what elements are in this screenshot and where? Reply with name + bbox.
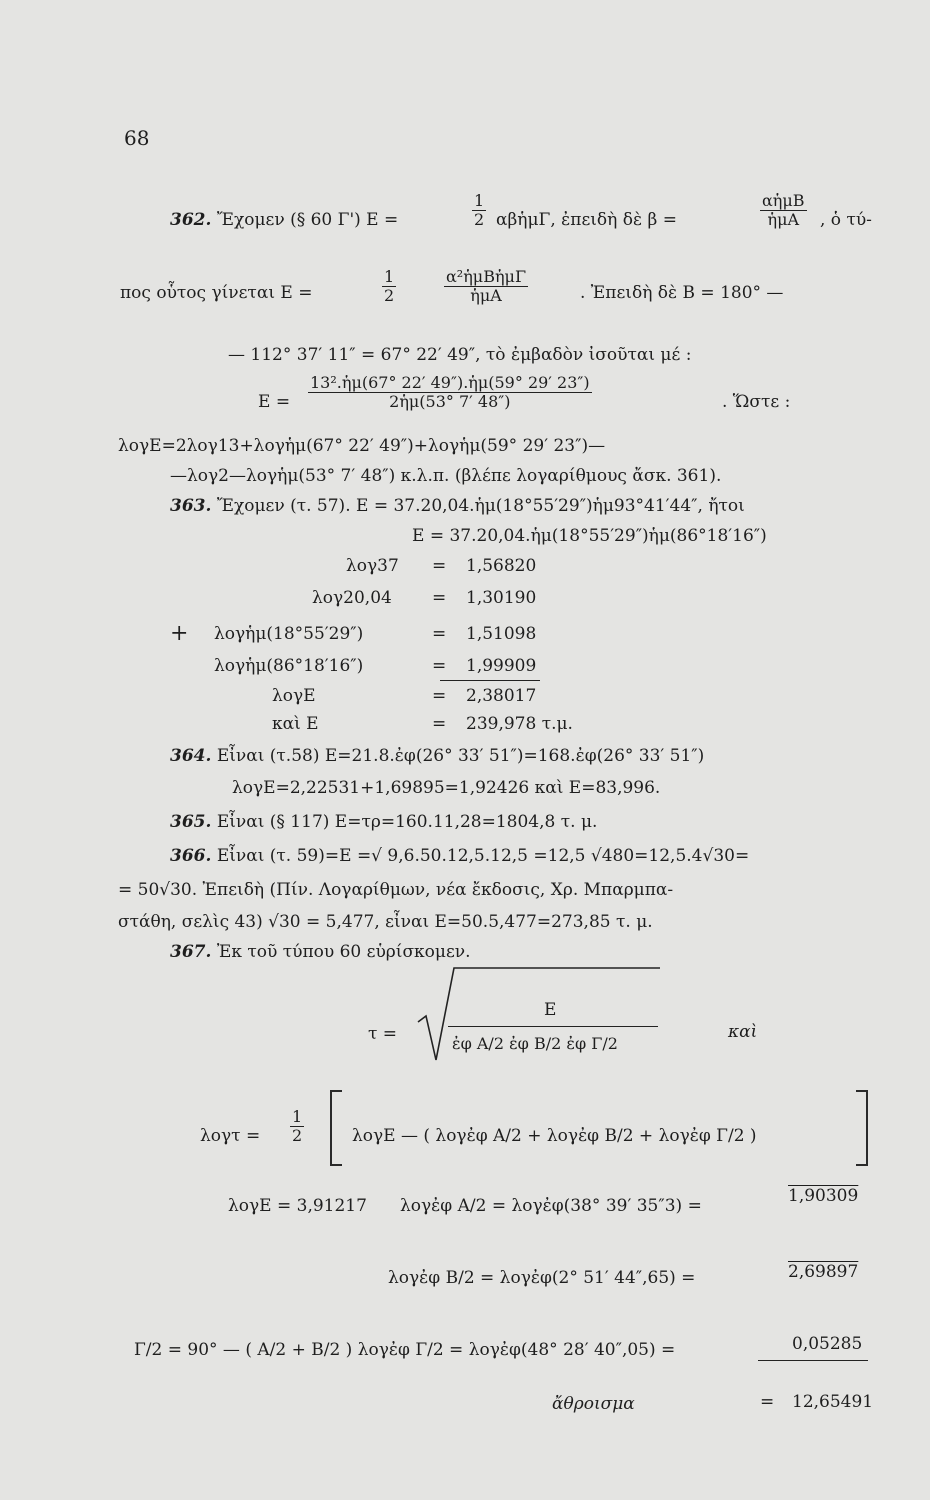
- log-row-value: 1,56820: [466, 556, 537, 576]
- log-value: 2,69897: [788, 1262, 859, 1282]
- text-line: αβἡμΓ, ἐπειδὴ δὲ β =: [496, 210, 677, 230]
- right-bracket: [856, 1090, 868, 1166]
- fraction: $\frac{1}{2}$: [292, 1107, 303, 1145]
- fraction: $\frac{1}{2}$: [474, 191, 485, 229]
- sum-value: 12,65491: [792, 1392, 874, 1412]
- text-line: στάθη, σελὶς 43) √30 = 5,477, εἶναι Ε=50.5,477=273,85 τ. μ.: [118, 912, 653, 932]
- text-line: — 112° 37′ 11″ = 67° 22′ 49″, τὸ ἐμβαδὸν ἰσοῦται μέ :: [228, 345, 692, 365]
- exercise-number: 365.: [170, 812, 212, 832]
- log-value: 0,05285: [792, 1334, 863, 1354]
- text-line: Ε =: [258, 392, 291, 412]
- text-line: πος οὗτος γίνεται Ε =: [120, 283, 313, 303]
- text-line: Εἶναι (τ.58) Ε=21.8.ἐφ(26° 33′ 51″)=168.ἐφ(26° 33′ 51″): [216, 746, 705, 766]
- text-line: Ἔχομεν (τ. 57). Ε = 37.20,04.ἡμ(18°55′29″)ἡμ93°41′44″, ἤτοι: [216, 496, 745, 516]
- radical-denominator: ἐφ A/2 ἐφ B/2 ἐφ Γ/2: [452, 1034, 618, 1053]
- radical-numerator: Ε: [544, 1000, 557, 1020]
- text-line: . Ὥστε :: [722, 392, 791, 412]
- log-row-value: 2,38017: [466, 686, 537, 706]
- log-row-label: καὶ Ε: [272, 714, 319, 734]
- text-line: = 50√30. Ἐπειδὴ (Πίν. Λογαρίθμων, νέα ἔκδοσις, Χρ. Μπαρμπα-: [118, 880, 674, 900]
- sum-rule: [440, 680, 540, 681]
- exercise-number: 367.: [170, 942, 212, 962]
- log-row-label: λογ37: [346, 556, 399, 576]
- log-row-label: λογἡμ(18°55′29″): [214, 624, 364, 644]
- page-number: 68: [124, 126, 150, 150]
- text-line: Ἐκ τοῦ τύπου 60 εὑρίσκομεν.: [216, 942, 471, 962]
- exercise-number: 362.: [170, 210, 212, 230]
- fraction: $\frac{1}{2}$: [384, 267, 395, 305]
- log-row-label: λογἡμ(86°18′16″): [214, 656, 364, 676]
- log-row-value: 1,51098: [466, 624, 537, 644]
- fraction: $\frac{\text{13².ἡμ(67° 22′ 49″).ἡμ(59° 29′ 23″)}}{\text{2ἡμ(53° 7′ 48″)}}$: [310, 373, 590, 411]
- tau-equals: τ =: [368, 1024, 398, 1044]
- text-line: —λογ2—λογἡμ(53° 7′ 48″) κ.λ.π. (βλέπε λογαρίθμους ἄσκ. 361).: [170, 466, 722, 486]
- log-row-value: 1,99909: [466, 656, 537, 676]
- text-line: , ὁ τύ-: [820, 210, 872, 230]
- text-line: λογΕ=2,22531+1,69895=1,92426 καὶ Ε=83,996.: [232, 778, 661, 798]
- text-line: Εἶναι (§ 117) Ε=τρ=160.11,28=1804,8 τ. μ.: [216, 812, 598, 832]
- text-line: Ε = 37.20,04.ἡμ(18°55′29″)ἡμ(86°18′16″): [412, 526, 767, 546]
- log-value: 1,90309: [788, 1186, 859, 1206]
- sum-rule: [758, 1360, 868, 1361]
- fraction-bar: [448, 1026, 658, 1027]
- exercise-number: 366.: [170, 846, 212, 866]
- exercise-number: 363.: [170, 496, 212, 516]
- plus-sign: +: [170, 621, 189, 646]
- text-line: Ἔχομεν (§ 60 Γ') Ε =: [216, 210, 399, 230]
- text-line: λογΕ=2λογ13+λογἡμ(67° 22′ 49″)+λογἡμ(59° 29′ 23″)—: [118, 436, 606, 456]
- text-line: Γ/2 = 90° — ( A/2 + B/2 ) λογἐφ Γ/2 = λογἐφ(48° 28′ 40″,05) =: [134, 1340, 676, 1360]
- log-row-label: λογ20,04: [312, 588, 392, 608]
- text-line: . Ἐπειδὴ δὲ Β = 180° —: [580, 283, 784, 303]
- left-bracket: [330, 1090, 342, 1166]
- sum-label: ἄθροισμα: [552, 1394, 635, 1414]
- log-E-value: λογΕ = 3,91217: [228, 1196, 367, 1216]
- text-line: Εἶναι (τ. 59)=Ε =√ 9,6.50.12,5.12,5 =12,5 √480=12,5.4√30=: [216, 846, 750, 866]
- text-line: λογἐφ B/2 = λογἐφ(2° 51′ 44″,65) =: [388, 1268, 696, 1288]
- fraction: α²ἡμΒἡμΓ ἡμΑ: [446, 267, 527, 305]
- log-inner-expression: λογΕ — ( λογἐφ A/2 + λογἐφ B/2 + λογἐφ Γ/2 ): [352, 1126, 757, 1146]
- fraction: αἡμΒ ἡμΑ: [762, 191, 805, 229]
- book-page: 68 362. Ἔχομεν (§ 60 Γ') Ε = $\frac{1}{2}$ αβἡμΓ, ἐπειδὴ δὲ β = αἡμΒ ἡμΑ , ὁ τύ- πος οὗτος γίνεται Ε = $\frac{1}{2}$ α²ἡμΒἡμΓ ἡμΑ . Ἐπειδὴ δὲ Β = 180° — — 112° 37′ 11″ = 67° 22′ 49″, τὸ ἐμβαδὸν ἰσοῦται μέ : Ε = $\frac{\text{13².ἡμ(67° 22′ 49″).ἡμ(59° 29′ 23″)}}{\text{2ἡμ(53° 7′ 48″)}}$ . Ὥστε : λογΕ=2λογ13+λογἡμ(67° 22′ 49″)+λογἡμ(59° 29′ 23″)— —λογ2—λογἡμ(53° 7′ 48″) κ.λ.π. (βλέπε λογαρίθμους ἄσκ. 361). 363. Ἔχομεν (τ. 57). Ε = 37.20,04.ἡμ(18°55′29″)ἡμ93°41′44″, ἤτοι Ε = 37.20,04.ἡμ(18°55′29″)ἡμ(86°18′16″) + λογ37 = 1,56820 λογ20,04 = 1,30190 λογἡμ(18°55′29″) = 1,51098 λογἡμ(86°18′16″) = 1,99909 λογΕ = 2,38017 καὶ Ε = 239,978 τ.μ. 364. Εἶναι (τ.58) Ε=21.8.ἐφ(26° 33′ 51″)=168.ἐφ(26° 33′ 51″) λογΕ=2,22531+1,69895=1,92426 καὶ Ε=83,996. 365. Εἶναι (§ 117) Ε=τρ=160.11,28=1804,8 τ. μ. 366. Εἶναι (τ. 59)=Ε =√ 9,6.50.12,5.12,5 =12,5 √480=12,5.4√30= = 50√30. Ἐπειδὴ (Πίν. Λογαρίθμων, νέα ἔκδοσις, Χρ. Μπαρμπα- στάθη, σελὶς 43) √30 = 5,477, εἶναι Ε=50.5,477=273,85 τ. μ. 367. Ἐκ τοῦ τύπου 60 εὑρίσκομεν. τ = Ε ἐφ A/2 ἐφ B/2 ἐφ Γ/2 καὶ λογτ = $\frac{1}{2}$ λογΕ — ( λογἐφ A/2 + λογἐφ B/2 + λογἐφ Γ/2 ) λογΕ = 3,91217 λογἐφ A/2 = λογἐφ(38° 39′ 35″3) = 1,90309 λογἐφ B/2 = λογἐφ(2° 51′ 44″,65) = 2,69897 Γ/2 = 90° — ( A/2 + B/2 ) λογἐφ Γ/2 = λογἐφ(48° 28′ 40″,05) = 0,05285 ἄθροισμα = 12,65491: [118, 126, 874, 1414]
- text-kai: καὶ: [728, 1022, 758, 1042]
- log-row-value: 1,30190: [466, 588, 537, 608]
- log-tau: λογτ =: [200, 1126, 261, 1146]
- exercise-number: 364.: [170, 746, 212, 766]
- log-row-label: λογΕ: [272, 686, 316, 706]
- text-line: λογἐφ A/2 = λογἐφ(38° 39′ 35″3) =: [400, 1196, 702, 1216]
- log-row-value: 239,978 τ.μ.: [466, 714, 573, 734]
